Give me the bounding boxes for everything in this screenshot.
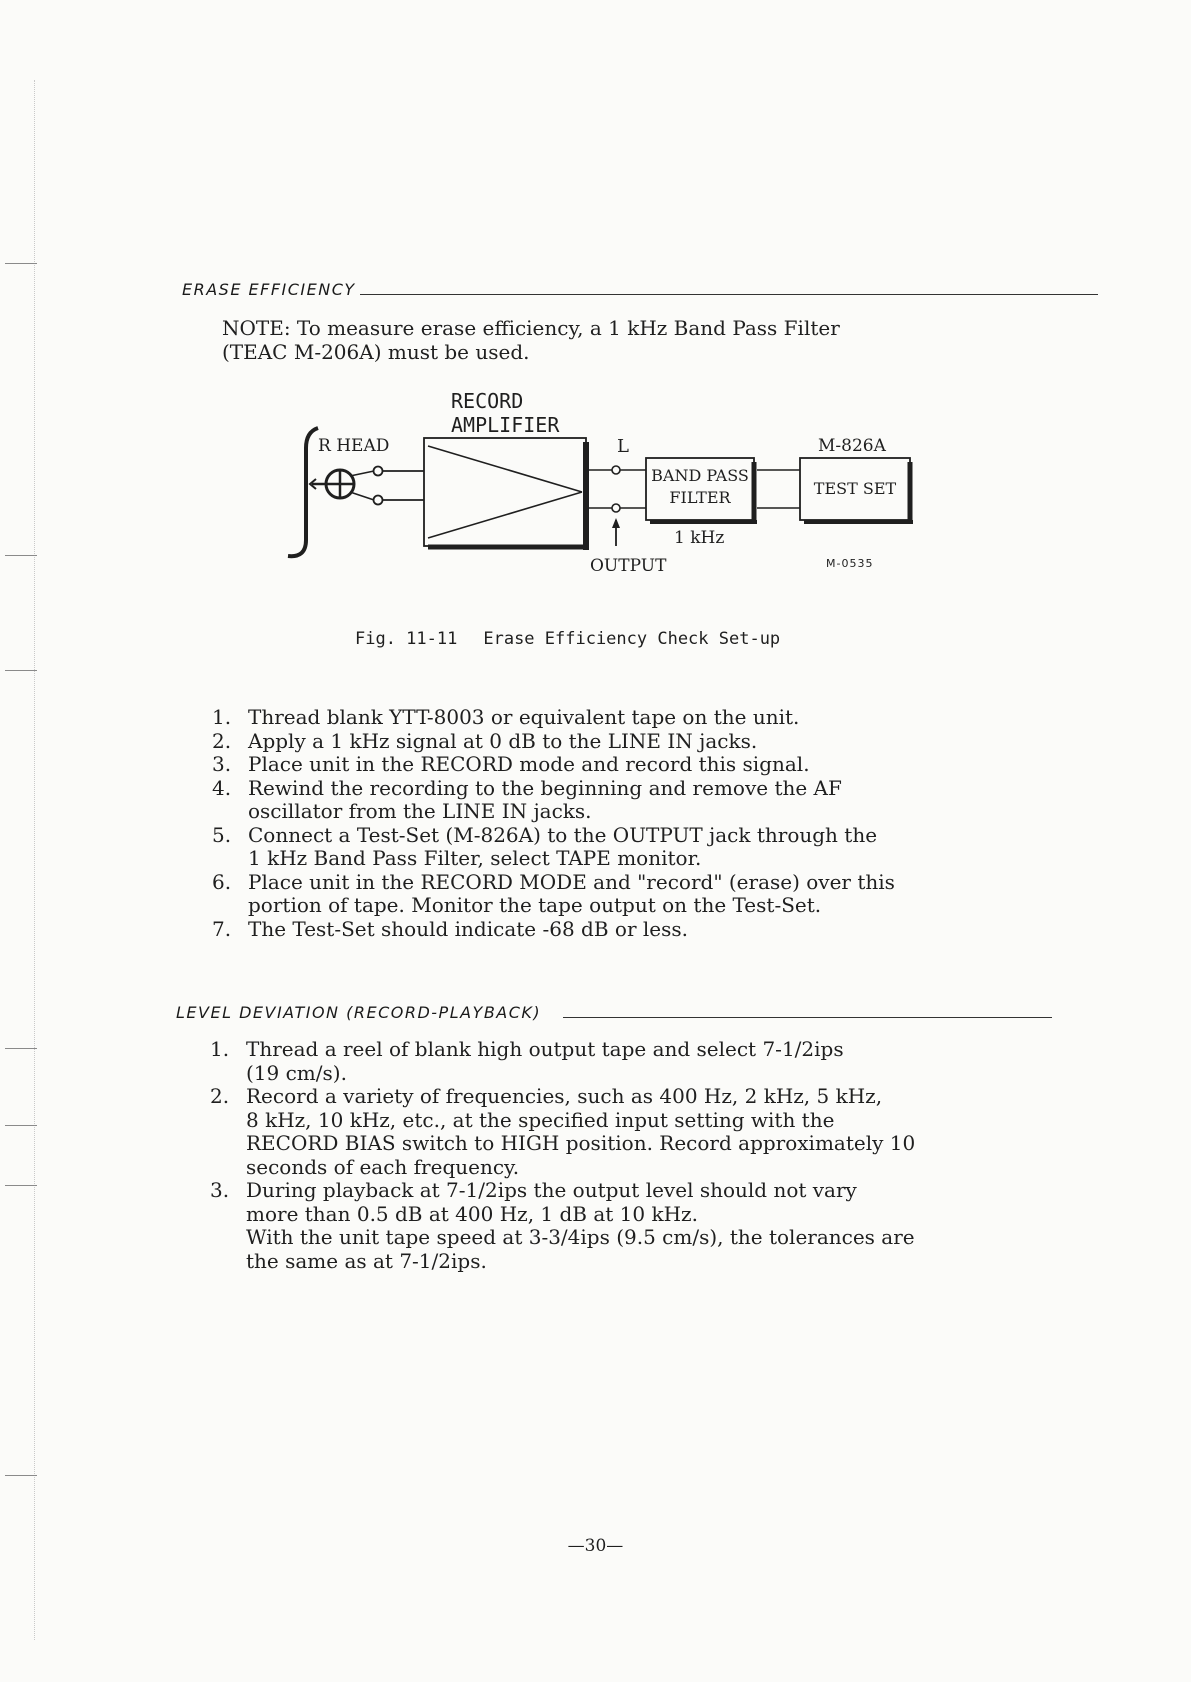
record-amplifier-box (424, 438, 589, 550)
testset-label: TEST SET (813, 479, 897, 498)
step-text: Rewind the recording to the beginning and remove the AF oscillator from the LINE IN jacks. (248, 775, 842, 823)
step-text: Record a variety of frequencies, such as 400 Hz, 2 kHz, 5 kHz, 8 kHz, 10 kHz, etc., at the specified input setting with the RECORD BIAS switch to HIGH position. Record approximately 10 seconds of each frequency. (246, 1084, 916, 1179)
step-number: 2. (210, 1084, 230, 1108)
head-label: R HEAD (318, 436, 390, 456)
output-arrow (612, 518, 620, 546)
list-item (210, 1085, 915, 1179)
list-item (212, 871, 895, 918)
list-item (212, 753, 895, 777)
filter-label-line1: BAND PASS (651, 466, 749, 485)
step-number: 2. (212, 728, 232, 753)
level-deviation-heading (176, 1003, 1052, 1022)
binding-tick-mark (5, 1185, 37, 1186)
step-number: 1. (210, 1037, 230, 1061)
figure-caption (355, 629, 780, 649)
step-text: Thread a reel of blank high output tape and select 7-1/2ips (19 cm/s). (246, 1037, 844, 1085)
figure-code: M-0535 (826, 557, 874, 570)
step-text: During playback at 7-1/2ips the output level should not vary more than 0.5 dB at 400 Hz, 1 dB at 10 kHz. With the unit tape speed at 3-3/4ips (9.5 cm/s), the tolerances are the same as at 7-1/2ips. (246, 1178, 915, 1273)
page-number: —30— (567, 1536, 624, 1556)
heading-rule (563, 1017, 1052, 1018)
step-number: 5. (212, 822, 232, 847)
binding-tick-mark (5, 670, 37, 671)
step-text: Place unit in the RECORD MODE and "record" (erase) over this portion of tape. Monitor the tape output on the Test-Set. (248, 869, 895, 917)
step-text: Place unit in the RECORD mode and record this signal. (248, 752, 810, 776)
step-text: Connect a Test-Set (M-826A) to the OUTPUT jack through the 1 kHz Band Pass Filter, select TAPE monitor. (248, 822, 878, 870)
list-item (210, 1038, 915, 1085)
list-item (212, 777, 895, 824)
list-item (212, 918, 895, 942)
list-item (210, 1179, 915, 1273)
note-line: (TEAC M-206A) must be used. (222, 340, 530, 364)
step-number: 4. (212, 775, 232, 800)
step-number: 3. (212, 752, 232, 776)
binding-tick-mark (5, 1475, 37, 1476)
amplifier-label-line1: RECORD (451, 389, 524, 413)
step-number: 7. (212, 916, 232, 941)
channel-label: L (617, 436, 629, 457)
erase-check-diagram (0, 0, 1191, 620)
output-label: OUTPUT (590, 556, 667, 576)
list-item (212, 730, 895, 754)
step-text: Apply a 1 kHz signal at 0 dB to the LINE IN jacks. (248, 728, 758, 753)
binding-tick-mark (5, 1125, 37, 1126)
binding-tick-mark (5, 1048, 37, 1049)
step-number: 1. (212, 705, 232, 729)
list-item (212, 824, 895, 871)
step-text: Thread blank YTT-8003 or equivalent tape on the unit. (248, 705, 800, 729)
testset-model-label: M-826A (818, 436, 886, 456)
step-number: 6. (212, 869, 232, 894)
figure-number: Fig. 11-11 (355, 629, 458, 649)
filter-frequency-label: 1 kHz (674, 528, 725, 548)
step-text: The Test-Set should indicate -68 dB or less. (248, 916, 688, 941)
note-line: NOTE: To measure erase efficiency, a 1 kHz Band Pass Filter (222, 316, 840, 340)
step-number: 3. (210, 1178, 230, 1202)
erase-steps-list (212, 706, 895, 941)
section-title: ERASE EFFICIENCY (182, 280, 356, 299)
filter-label-line2: FILTER (669, 488, 731, 507)
output-jacks (589, 466, 646, 512)
section-title: LEVEL DEVIATION (RECORD-PLAYBACK) (176, 1003, 542, 1022)
level-steps-list (210, 1038, 915, 1273)
amplifier-label-line2: AMPLIFIER (451, 413, 560, 437)
list-item (212, 706, 895, 730)
figure-title: Erase Efficiency Check Set-up (483, 629, 781, 649)
